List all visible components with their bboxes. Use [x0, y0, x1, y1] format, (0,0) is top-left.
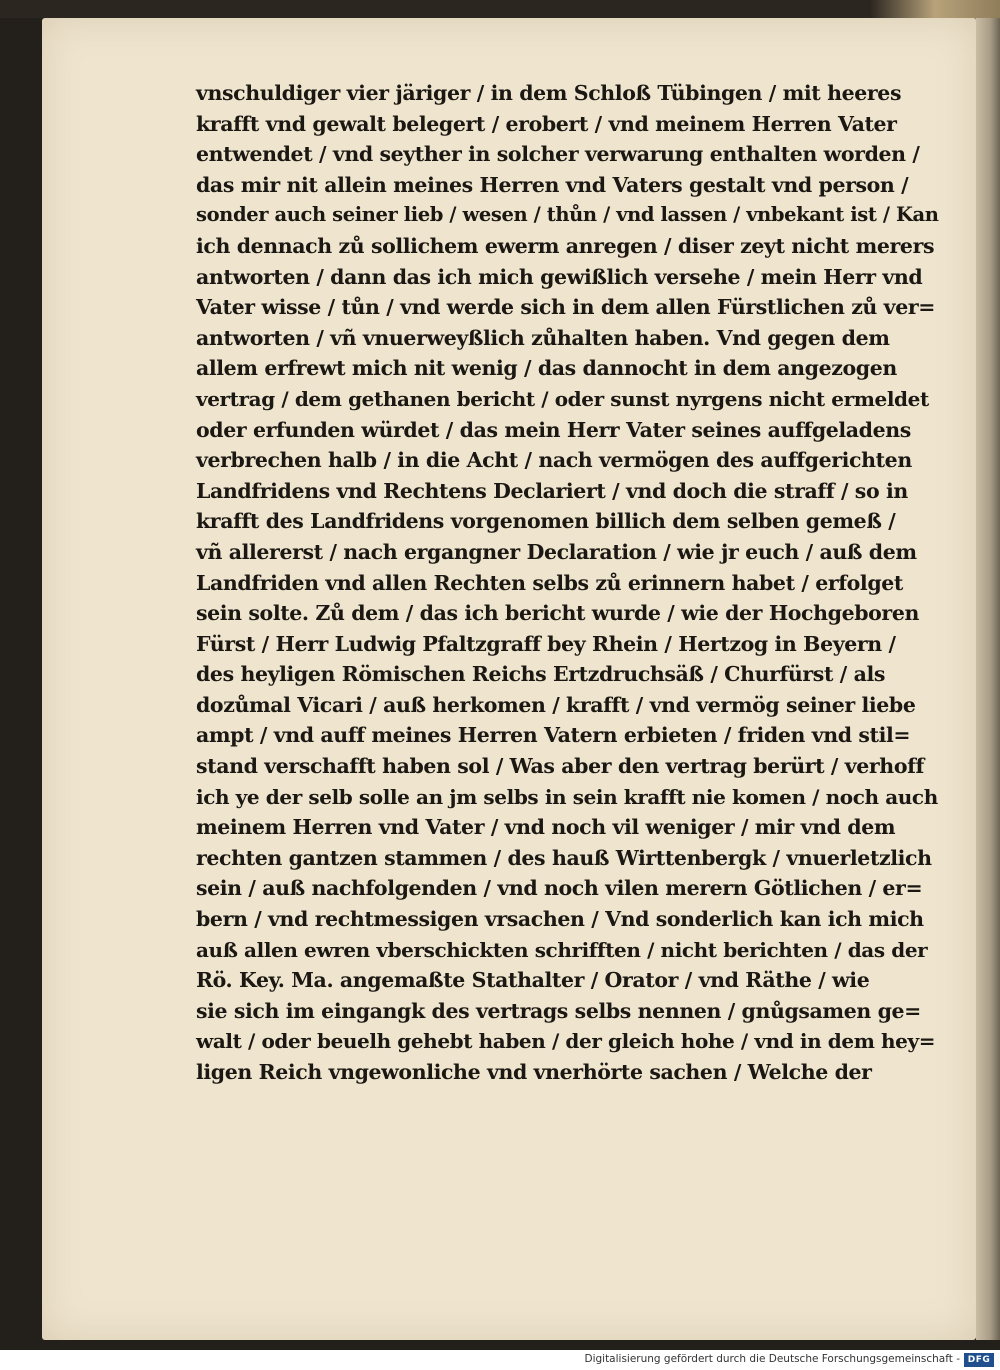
text-line: oder erfunden würdet / das mein Herr Vater seines auffgeladens — [196, 417, 911, 442]
body-text — [196, 78, 940, 1088]
funding-credit: Digitalisierung gefördert durch die Deutsche Forschungsgemeinschaft - — [584, 1353, 960, 1365]
text-line: entwendet / vnd seyther in solcher verwarung enthalten worden / — [196, 142, 920, 167]
text-line: Vater wisse / tůn / vnd werde sich in dem allen Fürstlichen zů ver= — [196, 295, 936, 320]
footer-bar — [0, 1350, 1000, 1370]
text-line: allem erfrewt mich nit wenig / das dannocht in dem angezogen — [196, 356, 897, 381]
text-line: ligen Reich vngewonliche vnd vnerhörte sachen / Welche der — [196, 1060, 872, 1084]
text-line: ich ye der selb solle an jm selbs in sein krafft nie komen / noch auch — [196, 784, 938, 809]
text-line: walt / oder beuelh gehebt haben / der gleich hohe / vnd in dem hey= — [196, 1029, 936, 1054]
text-line: verbrechen halb / in die Acht / nach vermögen des auffgerichten — [196, 448, 912, 473]
text-line: ampt / vnd auff meines Herren Vatern erbieten / friden vnd stil= — [196, 723, 911, 748]
text-line: dozůmal Vicari / auß herkomen / krafft / vnd vermög seiner liebe — [196, 692, 916, 717]
text-line: Fürst / Herr Ludwig Pfaltzgraff bey Rhein / Hertzog in Beyern / — [196, 631, 896, 656]
text-line: ich dennach zů sollichem ewerm anregen / diser zeyt nicht merers — [196, 233, 935, 258]
text-line: Rö. Key. Ma. angemaßte Stathalter / Orator / vnd Räthe / wie — [196, 968, 870, 993]
dfg-logo[interactable]: DFG — [964, 1353, 994, 1367]
text-line: sein solte. Zů dem / das ich bericht wurde / wie der Hochgeboren — [196, 601, 919, 626]
text-line: bern / vnd rechtmessigen vrsachen / Vnd sonderlich kan ich mich — [196, 907, 924, 932]
text-line: vñ allererst / nach ergangner Declaration / wie jr euch / auß dem — [196, 539, 917, 564]
text-line: antworten / dann das ich mich gewißlich versehe / mein Herr vnd — [196, 264, 923, 289]
text-line: sonder auch seiner lieb / wesen / thůn / vnd lassen / vnbekant ist / Kan — [196, 203, 939, 227]
text-line: antworten / vñ vnuerweyßlich zůhalten haben. Vnd gegen dem — [196, 325, 890, 350]
text-line: vertrag / dem gethanen bericht / oder sunst nyrgens nicht ermeldet — [196, 386, 929, 411]
text-line: sein / auß nachfolgenden / vnd noch vilen merern Götlichen / er= — [196, 876, 923, 901]
text-line: des heyligen Römischen Reichs Ertzdruchsäß / Churfürst / als — [196, 662, 885, 687]
text-line: das mir nit allein meines Herren vnd Vaters gestalt vnd person / — [196, 172, 909, 197]
scan-top-bar — [0, 0, 1000, 18]
text-line: stand verschafft haben sol / Was aber den vertrag berürt / verhoff — [196, 754, 924, 779]
text-line: krafft vnd gewalt belegert / erobert / vnd meinem Herren Vater — [196, 111, 897, 136]
text-line: vnschuldiger vier järiger / in dem Schloß Tübingen / mit heeres — [196, 81, 902, 105]
text-line: Landfriden vnd allen Rechten selbs zů erinnern habet / erfolget — [196, 570, 903, 595]
page-edge — [976, 18, 1000, 1340]
text-line: auß allen ewren vberschickten schrifften / nicht berichten / das der — [196, 937, 928, 962]
text-line: krafft des Landfridens vorgenomen billich dem selben gemeß / — [196, 509, 896, 534]
text-line: Landfridens vnd Rechtens Declariert / vnd doch die straff / so in — [196, 478, 908, 503]
text-line: meinem Herren vnd Vater / vnd noch vil weniger / mir vnd dem — [196, 815, 896, 840]
text-line: rechten gantzen stammen / des hauß Wirttenbergk / vnuerletzlich — [196, 845, 932, 870]
text-line: sie sich im eingangk des vertrags selbs nennen / gnůgsamen ge= — [196, 998, 921, 1023]
